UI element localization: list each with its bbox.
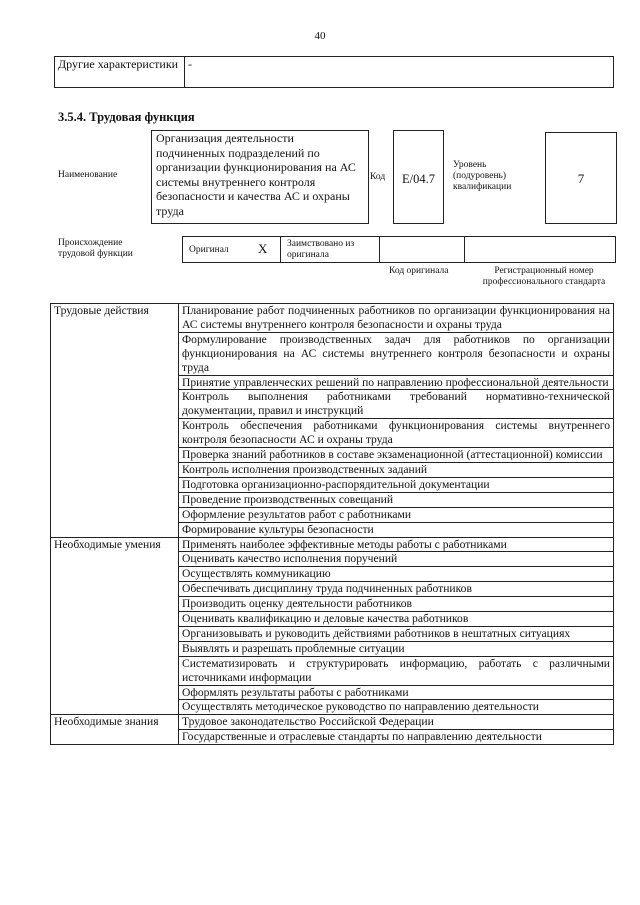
function-name: Организация деятельности подчиненных подразделений по организации функционирования на АС системы внутреннего контроля безопасности и качества АС и охраны труда xyxy=(156,131,356,218)
original-box xyxy=(182,236,281,263)
table-cell: Оформление результатов работ с работниками xyxy=(179,507,614,522)
code-value: E/04.7 xyxy=(402,172,435,186)
table-cell: Осуществлять методическое руководство по направлению деятельности xyxy=(179,700,614,715)
table-cell: Контроль выполнения работниками требований нормативно-технической документации, правил и инструкций xyxy=(179,390,614,419)
other-characteristics-label: Другие характеристики xyxy=(55,57,185,88)
table-cell: Оценивать квалификацию и деловые качества работников xyxy=(179,612,614,627)
table-cell: Контроль обеспечения работниками функционирования системы внутреннего контроля безопасности АС и охраны труда xyxy=(179,419,614,448)
table-cell: Производить оценку деятельности работников xyxy=(179,597,614,612)
code-original-box xyxy=(379,236,465,263)
table-cell: Подготовка организационно-распорядительной документации xyxy=(179,477,614,492)
table-row xyxy=(51,715,614,730)
table-cell: Формирование культуры безопасности xyxy=(179,522,614,537)
other-characteristics-table xyxy=(54,56,614,88)
category-cell: Трудовые действия xyxy=(51,304,179,538)
other-characteristics-value: - xyxy=(185,57,614,88)
table-cell: Государственные и отраслевые стандарты по направлению деятельности xyxy=(179,730,614,745)
function-details-table xyxy=(50,303,614,745)
table-cell: Формулирование производственных задач для работников по организации функционирования на АС системы внутреннего контроля безопасности и охраны труда xyxy=(179,332,614,375)
table-cell: Организовывать и руководить действиями работников в нештатных ситуациях xyxy=(179,626,614,641)
table-row xyxy=(51,537,614,552)
page-number: 40 xyxy=(314,30,326,42)
name-label: Наименование xyxy=(58,170,118,180)
level-label: Уровень (подуровень) квалификации xyxy=(453,160,512,192)
reg-number-label: Регистрационный номер профессионального стандарта xyxy=(482,266,606,287)
code-label: Код xyxy=(370,172,386,182)
table-cell: Планирование работ подчиненных работников по организации функционирования на АС системы внутреннего контроля безопасности и охраны труда xyxy=(179,304,614,333)
table-cell: Контроль исполнения производственных заданий xyxy=(179,462,614,477)
borrowed-box xyxy=(280,236,380,263)
reg-number-box xyxy=(464,236,616,263)
level-box xyxy=(545,132,617,224)
function-name-box xyxy=(151,130,369,224)
table-row xyxy=(51,304,614,333)
table-cell: Проведение производственных совещаний xyxy=(179,492,614,507)
code-original-label: Код оригинала xyxy=(389,266,449,276)
table-cell: Обеспечивать дисциплину труда подчиненных работников xyxy=(179,582,614,597)
original-label: Оригинал xyxy=(189,245,229,255)
table-cell: Оценивать качество исполнения поручений xyxy=(179,552,614,567)
table-cell: Осуществлять коммуникацию xyxy=(179,567,614,582)
table-cell: Оформлять результаты работы с работниками xyxy=(179,685,614,700)
table-cell: Систематизировать и структурировать информацию, работать с различными источниками информации xyxy=(179,656,614,685)
table-cell: Выявлять и разрешать проблемные ситуации xyxy=(179,641,614,656)
table-cell: Принятие управленческих решений по направлению профессиональной деятельности xyxy=(179,375,614,390)
category-cell: Необходимые умения xyxy=(51,537,179,715)
origin-label: Происхождение трудовой функции xyxy=(58,238,133,259)
table-cell: Применять наиболее эффективные методы работы с работниками xyxy=(179,537,614,552)
borrowed-label: Заимствовано из оригинала xyxy=(287,239,355,260)
category-cell: Необходимые знания xyxy=(51,715,179,745)
original-mark: X xyxy=(258,241,268,256)
code-box xyxy=(393,130,444,224)
section-heading: 3.5.4. Трудовая функция xyxy=(58,110,195,124)
table-cell: Трудовое законодательство Российской Федерации xyxy=(179,715,614,730)
table-cell: Проверка знаний работников в составе экзаменационной (аттестационной) комиссии xyxy=(179,448,614,463)
level-value: 7 xyxy=(577,171,585,186)
